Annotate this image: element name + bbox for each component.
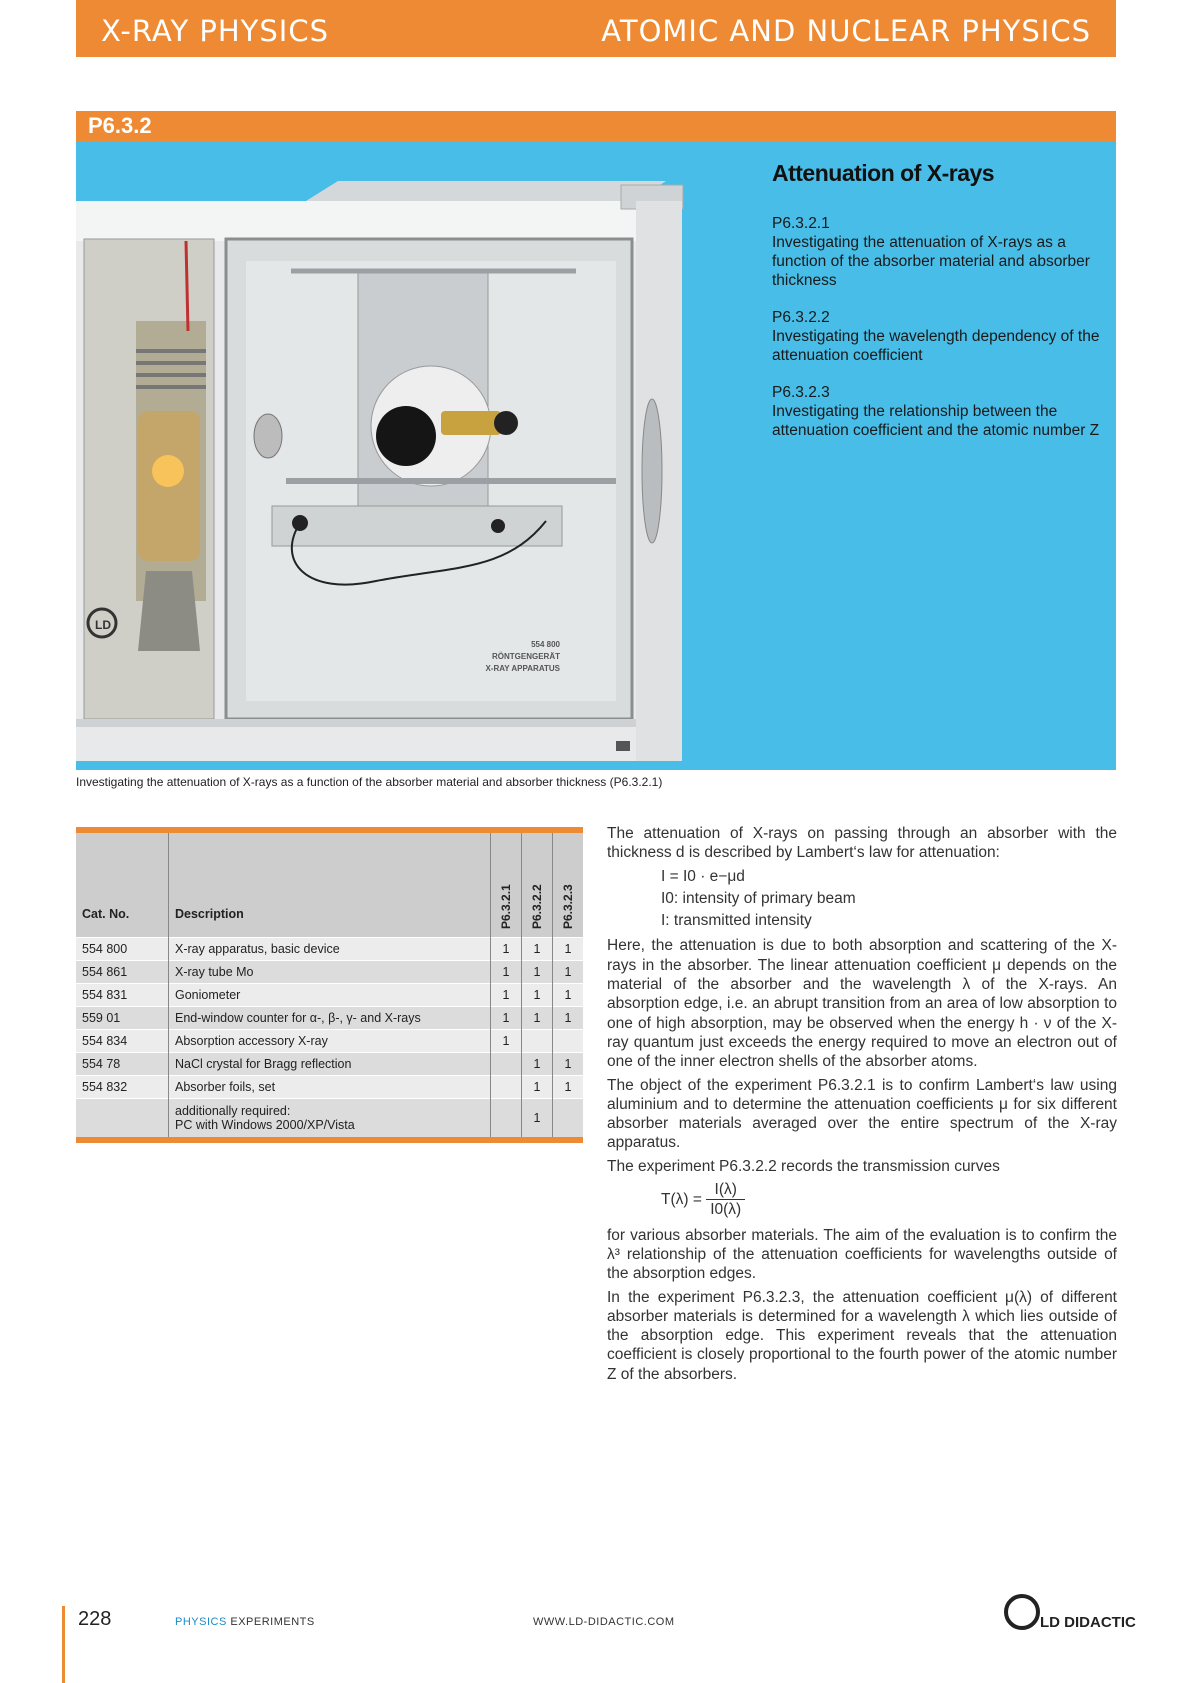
cell-qty: 1 [522, 1053, 553, 1076]
footer-left [175, 1616, 315, 1628]
paragraph-4: The experiment P6.3.2.2 records the transmission curves [607, 1157, 1000, 1175]
cell-qty: 1 [553, 961, 584, 984]
equation-denominator: I0(λ) [710, 1201, 742, 1219]
cell-desc [169, 1099, 491, 1138]
formula-lambert: I = I0 · e−μd [661, 867, 745, 885]
table-row [76, 1030, 583, 1053]
table-row [76, 1076, 583, 1099]
paragraph-6: In the experiment P6.3.2.3, the attenuation coefficient μ(λ) of different absorber materials is determined for a wavelength λ which lies outside of the absorption edge. This experiment reveals that the attenuation coefficient is closely proportional to the fourth power of the atomic number Z of the absorbers. [607, 1288, 1117, 1383]
cell-qty: 1 [522, 961, 553, 984]
table-row [76, 961, 583, 984]
cell-desc: X-ray apparatus, basic device [169, 938, 491, 961]
cell-qty: 1 [491, 1007, 522, 1030]
header-col-2-label: P6.3.2.2 [530, 884, 544, 929]
equation-lhs: T(λ) = [661, 1190, 702, 1208]
cell-qty [491, 1099, 522, 1138]
experiment-code: P6.3.2.2 [772, 309, 830, 326]
cell-qty: 1 [553, 984, 584, 1007]
footer-accent-line [62, 1606, 65, 1683]
cell-qty: 1 [522, 984, 553, 1007]
cell-qty [553, 1030, 584, 1053]
body-text [607, 824, 1117, 1388]
cell-qty: 1 [553, 1007, 584, 1030]
formula-def-i0: I0: intensity of primary beam [661, 889, 856, 907]
xray-apparatus-photo [76, 141, 696, 770]
header-description: Description [169, 833, 491, 938]
photo-label-de: RÖNTGENGERÄT [492, 652, 560, 661]
cell-qty: 1 [491, 1030, 522, 1053]
cell-desc: Absorption accessory X-ray [169, 1030, 491, 1053]
cell-qty: 1 [522, 938, 553, 961]
cell-cat: 554 78 [76, 1053, 169, 1076]
cell-cat: 554 834 [76, 1030, 169, 1053]
cell-qty [491, 1053, 522, 1076]
header-col-1-label: P6.3.2.1 [499, 884, 513, 929]
paragraph-3: The object of the experiment P6.3.2.1 is to confirm Lambert‘s law using aluminium and to determine the attenuation coefficients μ for six different absorber materials averaged over the entire spectrum of the X-ray apparatus. [607, 1076, 1117, 1152]
footer-website: WWW.LD-DIDACTIC.COM [533, 1616, 675, 1628]
logo-text: LD DIDACTIC [1040, 1614, 1136, 1631]
cell-qty [491, 1076, 522, 1099]
cell-qty: 1 [491, 961, 522, 984]
cell-qty: 1 [491, 938, 522, 961]
cell-qty [553, 1099, 584, 1138]
experiment-text: Investigating the relationship between the attenuation coefficient and the atomic number Z [772, 403, 1100, 439]
cell-cat: 554 861 [76, 961, 169, 984]
header-left-title: X-RAY PHYSICS [101, 14, 330, 48]
cell-desc-line-2: PC with Windows 2000/XP/Vista [175, 1118, 355, 1132]
section-code: P6.3.2 [88, 113, 152, 138]
paragraph-2: Here, the attenuation is due to both absorption and scattering of the X-rays in the absorber. The linear attenuation coefficient μ depends on the material of the absorber and the wavelength λ of the X-rays. An absorption edge, i.e. an abrupt transition from an area of low absorption to one of high absorption, may be observed when the energy h · ν of the X-ray quantum just exceeds the energy required to move an electron out of one of the inner electron shells of the absorber atoms. [607, 937, 1117, 1071]
formula-def-i: I: transmitted intensity [661, 912, 812, 930]
cell-qty [522, 1030, 553, 1053]
table-row [76, 938, 583, 961]
header-cat-no: Cat. No. [76, 833, 169, 938]
cell-cat: 554 832 [76, 1076, 169, 1099]
cell-qty: 1 [522, 1076, 553, 1099]
experiment-text: Investigating the attenuation of X-rays as a function of the absorber material and absorber thickness [772, 234, 1090, 289]
page-header [76, 0, 1116, 57]
photo-caption: Investigating the attenuation of X-rays as a function of the absorber material and absorber thickness (P6.3.2.1) [76, 775, 663, 789]
cell-desc: Absorber foils, set [169, 1076, 491, 1099]
experiment-item-1 [772, 214, 1102, 290]
cell-qty: 1 [553, 1053, 584, 1076]
cell-desc: End-window counter for α-, β-, γ- and X-rays [169, 1007, 491, 1030]
experiment-code: P6.3.2.1 [772, 215, 830, 232]
table-row [76, 984, 583, 1007]
header-col-2 [522, 833, 553, 938]
equation-numerator: I(λ) [706, 1180, 745, 1200]
cell-cat [76, 1099, 169, 1138]
cell-qty: 1 [522, 1099, 553, 1138]
cell-desc: NaCl crystal for Bragg reflection [169, 1053, 491, 1076]
section-band [76, 111, 1116, 141]
transmission-equation [661, 1180, 1117, 1220]
page-number: 228 [78, 1608, 112, 1630]
table-row [76, 1007, 583, 1030]
table-header-row [76, 833, 583, 938]
cell-desc: X-ray tube Mo [169, 961, 491, 984]
table-row [76, 1053, 583, 1076]
header-col-3 [553, 833, 584, 938]
experiment-item-2 [772, 308, 1102, 365]
cell-qty: 1 [553, 938, 584, 961]
footer-experiments: EXPERIMENTS [226, 1616, 315, 1628]
header-col-3-label: P6.3.2.3 [561, 884, 575, 929]
header-right-title: ATOMIC AND NUCLEAR PHYSICS [601, 14, 1091, 48]
table-row [76, 1099, 583, 1138]
cell-desc: Goniometer [169, 984, 491, 1007]
equipment-table [76, 827, 583, 1143]
header-col-1 [491, 833, 522, 938]
cell-qty: 1 [522, 1007, 553, 1030]
cell-desc-line-1: additionally required: [175, 1104, 291, 1118]
cell-cat: 559 01 [76, 1007, 169, 1030]
experiment-text: Investigating the wavelength dependency of the attenuation coefficient [772, 328, 1100, 364]
cell-qty: 1 [553, 1076, 584, 1099]
photo-label-en: X-RAY APPARATUS [485, 664, 560, 673]
experiment-item-3 [772, 383, 1102, 440]
photo-label-number: 554 800 [531, 640, 560, 649]
cell-cat: 554 831 [76, 984, 169, 1007]
page-title: Attenuation of X-rays [772, 160, 995, 186]
paragraph-1: The attenuation of X-rays on passing through an absorber with the thickness d is described by Lambert‘s law for attenuation: [607, 825, 1117, 862]
experiment-code: P6.3.2.3 [772, 384, 830, 401]
equation-fraction [706, 1180, 745, 1220]
cell-qty: 1 [491, 984, 522, 1007]
paragraph-5: for various absorber materials. The aim of the evaluation is to confirm the λ³ relationship of the attenuation coefficients for wavelengths outside of the absorption edges. [607, 1226, 1117, 1283]
footer-physics: PHYSICS [175, 1616, 227, 1628]
svg-text:LD: LD [95, 618, 111, 632]
cell-cat: 554 800 [76, 938, 169, 961]
table-bottom-bar [76, 1137, 583, 1143]
